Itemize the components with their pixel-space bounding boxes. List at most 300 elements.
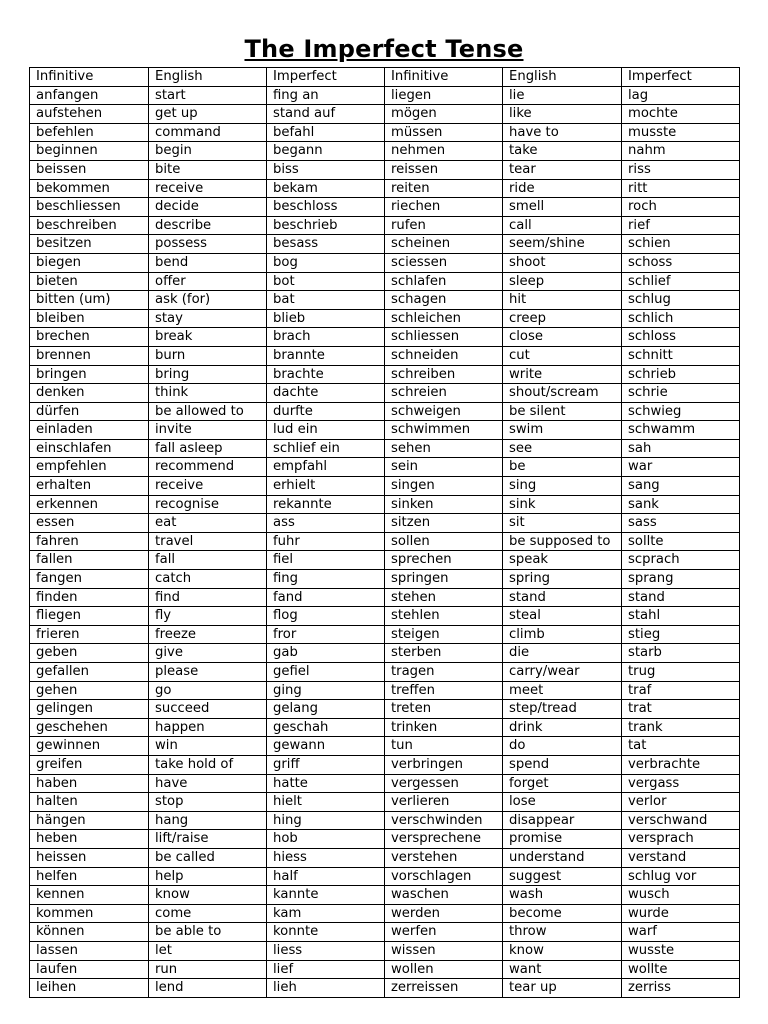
imperfect-cell: schlief bbox=[622, 272, 740, 291]
infinitive-cell: tragen bbox=[385, 663, 503, 682]
infinitive-cell: gewinnen bbox=[30, 737, 149, 756]
english-cell: win bbox=[149, 737, 267, 756]
infinitive-cell: empfehlen bbox=[30, 458, 149, 477]
infinitive-cell: brennen bbox=[30, 346, 149, 365]
english-cell: disappear bbox=[503, 811, 622, 830]
table-row bbox=[30, 198, 740, 217]
infinitive-cell: sein bbox=[385, 458, 503, 477]
english-cell: hang bbox=[149, 811, 267, 830]
infinitive-cell: leihen bbox=[30, 979, 149, 998]
english-cell: invite bbox=[149, 421, 267, 440]
table-row bbox=[30, 886, 740, 905]
table-row bbox=[30, 700, 740, 719]
infinitive-cell: gefallen bbox=[30, 663, 149, 682]
infinitive-cell: erhalten bbox=[30, 477, 149, 496]
english-cell: sleep bbox=[503, 272, 622, 291]
imperfect-cell: schien bbox=[622, 235, 740, 254]
header-infinitive: Infinitive bbox=[385, 68, 503, 87]
imperfect-cell: liess bbox=[267, 941, 385, 960]
imperfect-cell: warf bbox=[622, 923, 740, 942]
imperfect-cell: stand bbox=[622, 588, 740, 607]
imperfect-cell: ass bbox=[267, 514, 385, 533]
imperfect-cell: wusste bbox=[622, 941, 740, 960]
english-cell: run bbox=[149, 960, 267, 979]
imperfect-cell: bot bbox=[267, 272, 385, 291]
table-row bbox=[30, 86, 740, 105]
english-cell: fly bbox=[149, 607, 267, 626]
infinitive-cell: gelingen bbox=[30, 700, 149, 719]
imperfect-cell: beschloss bbox=[267, 198, 385, 217]
infinitive-cell: wollen bbox=[385, 960, 503, 979]
infinitive-cell: einschlafen bbox=[30, 439, 149, 458]
english-cell: be supposed to bbox=[503, 532, 622, 551]
english-cell: be called bbox=[149, 848, 267, 867]
english-cell: burn bbox=[149, 346, 267, 365]
infinitive-cell: treffen bbox=[385, 681, 503, 700]
imperfect-cell: schlief ein bbox=[267, 439, 385, 458]
english-cell: eat bbox=[149, 514, 267, 533]
infinitive-cell: werfen bbox=[385, 923, 503, 942]
infinitive-cell: können bbox=[30, 923, 149, 942]
table-row bbox=[30, 923, 740, 942]
infinitive-cell: haben bbox=[30, 774, 149, 793]
english-cell: fall asleep bbox=[149, 439, 267, 458]
infinitive-cell: reiten bbox=[385, 179, 503, 198]
imperfect-cell: lief bbox=[267, 960, 385, 979]
english-cell: receive bbox=[149, 477, 267, 496]
imperfect-cell: geschah bbox=[267, 718, 385, 737]
infinitive-cell: besitzen bbox=[30, 235, 149, 254]
imperfect-cell: wusch bbox=[622, 886, 740, 905]
english-cell: come bbox=[149, 904, 267, 923]
english-cell: describe bbox=[149, 216, 267, 235]
table-row bbox=[30, 160, 740, 179]
english-cell: tear bbox=[503, 160, 622, 179]
infinitive-cell: stehen bbox=[385, 588, 503, 607]
infinitive-cell: verbringen bbox=[385, 755, 503, 774]
infinitive-cell: bekommen bbox=[30, 179, 149, 198]
table-row bbox=[30, 588, 740, 607]
english-cell: close bbox=[503, 328, 622, 347]
english-cell: sing bbox=[503, 477, 622, 496]
table-row bbox=[30, 458, 740, 477]
infinitive-cell: fahren bbox=[30, 532, 149, 551]
english-cell: see bbox=[503, 439, 622, 458]
imperfect-cell: blieb bbox=[267, 309, 385, 328]
imperfect-cell: bat bbox=[267, 291, 385, 310]
imperfect-cell: scprach bbox=[622, 551, 740, 570]
table-row bbox=[30, 774, 740, 793]
english-cell: steal bbox=[503, 607, 622, 626]
imperfect-cell: versprach bbox=[622, 830, 740, 849]
english-cell: take hold of bbox=[149, 755, 267, 774]
imperfect-cell: lud ein bbox=[267, 421, 385, 440]
english-cell: promise bbox=[503, 830, 622, 849]
infinitive-cell: nehmen bbox=[385, 142, 503, 161]
infinitive-cell: vergessen bbox=[385, 774, 503, 793]
table-row bbox=[30, 142, 740, 161]
table-row bbox=[30, 663, 740, 682]
imperfect-cell: schnitt bbox=[622, 346, 740, 365]
infinitive-cell: verschwinden bbox=[385, 811, 503, 830]
english-cell: command bbox=[149, 123, 267, 142]
infinitive-cell: lassen bbox=[30, 941, 149, 960]
english-cell: stop bbox=[149, 793, 267, 812]
infinitive-cell: schneiden bbox=[385, 346, 503, 365]
imperfect-cell: befahl bbox=[267, 123, 385, 142]
table-row bbox=[30, 830, 740, 849]
english-cell: understand bbox=[503, 848, 622, 867]
english-cell: spend bbox=[503, 755, 622, 774]
english-cell: die bbox=[503, 644, 622, 663]
infinitive-cell: vorschlagen bbox=[385, 867, 503, 886]
imperfect-cell: riss bbox=[622, 160, 740, 179]
english-cell: possess bbox=[149, 235, 267, 254]
infinitive-cell: geben bbox=[30, 644, 149, 663]
infinitive-cell: waschen bbox=[385, 886, 503, 905]
imperfect-cell: brannte bbox=[267, 346, 385, 365]
imperfect-cell: hing bbox=[267, 811, 385, 830]
english-cell: travel bbox=[149, 532, 267, 551]
header-imperfect: Imperfect bbox=[622, 68, 740, 87]
english-cell: do bbox=[503, 737, 622, 756]
table-row bbox=[30, 960, 740, 979]
english-cell: happen bbox=[149, 718, 267, 737]
infinitive-cell: bleiben bbox=[30, 309, 149, 328]
infinitive-cell: liegen bbox=[385, 86, 503, 105]
imperfect-cell: verlor bbox=[622, 793, 740, 812]
imperfect-cell: traf bbox=[622, 681, 740, 700]
infinitive-cell: frieren bbox=[30, 625, 149, 644]
english-cell: speak bbox=[503, 551, 622, 570]
english-cell: let bbox=[149, 941, 267, 960]
english-cell: please bbox=[149, 663, 267, 682]
imperfect-cell: ging bbox=[267, 681, 385, 700]
imperfect-cell: schrieb bbox=[622, 365, 740, 384]
infinitive-cell: schliessen bbox=[385, 328, 503, 347]
imperfect-cell: besass bbox=[267, 235, 385, 254]
infinitive-cell: rufen bbox=[385, 216, 503, 235]
infinitive-cell: laufen bbox=[30, 960, 149, 979]
imperfect-cell: tat bbox=[622, 737, 740, 756]
imperfect-cell: bog bbox=[267, 253, 385, 272]
imperfect-cell: sang bbox=[622, 477, 740, 496]
imperfect-cell: empfahl bbox=[267, 458, 385, 477]
imperfect-cell: begann bbox=[267, 142, 385, 161]
english-cell: bend bbox=[149, 253, 267, 272]
infinitive-cell: beschliessen bbox=[30, 198, 149, 217]
infinitive-cell: sterben bbox=[385, 644, 503, 663]
table-row bbox=[30, 272, 740, 291]
table-row bbox=[30, 179, 740, 198]
imperfect-cell: schwieg bbox=[622, 402, 740, 421]
imperfect-cell: sass bbox=[622, 514, 740, 533]
english-cell: creep bbox=[503, 309, 622, 328]
imperfect-cell: wurde bbox=[622, 904, 740, 923]
imperfect-cell: nahm bbox=[622, 142, 740, 161]
table-row bbox=[30, 625, 740, 644]
infinitive-cell: bringen bbox=[30, 365, 149, 384]
infinitive-cell: beginnen bbox=[30, 142, 149, 161]
imperfect-cell: konnte bbox=[267, 923, 385, 942]
english-cell: climb bbox=[503, 625, 622, 644]
imperfect-cell: hiess bbox=[267, 848, 385, 867]
imperfect-cell: fing an bbox=[267, 86, 385, 105]
imperfect-cell: zerriss bbox=[622, 979, 740, 998]
imperfect-cell: war bbox=[622, 458, 740, 477]
table-row bbox=[30, 365, 740, 384]
english-cell: know bbox=[503, 941, 622, 960]
english-cell: shout/scream bbox=[503, 384, 622, 403]
imperfect-cell: fand bbox=[267, 588, 385, 607]
infinitive-cell: erkennen bbox=[30, 495, 149, 514]
imperfect-cell: rekannte bbox=[267, 495, 385, 514]
infinitive-cell: zerreissen bbox=[385, 979, 503, 998]
imperfect-cell: schwamm bbox=[622, 421, 740, 440]
english-cell: begin bbox=[149, 142, 267, 161]
infinitive-cell: biegen bbox=[30, 253, 149, 272]
english-cell: freeze bbox=[149, 625, 267, 644]
infinitive-cell: heben bbox=[30, 830, 149, 849]
table-row bbox=[30, 532, 740, 551]
table-body bbox=[30, 86, 740, 997]
table-row bbox=[30, 941, 740, 960]
infinitive-cell: springen bbox=[385, 570, 503, 589]
imperfect-cell: trank bbox=[622, 718, 740, 737]
imperfect-cell: musste bbox=[622, 123, 740, 142]
infinitive-cell: scheinen bbox=[385, 235, 503, 254]
imperfect-cell: fuhr bbox=[267, 532, 385, 551]
infinitive-cell: steigen bbox=[385, 625, 503, 644]
infinitive-cell: essen bbox=[30, 514, 149, 533]
table-row bbox=[30, 979, 740, 998]
infinitive-cell: aufstehen bbox=[30, 105, 149, 124]
table-row bbox=[30, 291, 740, 310]
infinitive-cell: sciessen bbox=[385, 253, 503, 272]
english-cell: be able to bbox=[149, 923, 267, 942]
imperfect-cell: verschwand bbox=[622, 811, 740, 830]
english-cell: hit bbox=[503, 291, 622, 310]
infinitive-cell: sehen bbox=[385, 439, 503, 458]
english-cell: wash bbox=[503, 886, 622, 905]
imperfect-cell: schoss bbox=[622, 253, 740, 272]
english-cell: smell bbox=[503, 198, 622, 217]
imperfect-cell: starb bbox=[622, 644, 740, 663]
english-cell: sit bbox=[503, 514, 622, 533]
english-cell: be allowed to bbox=[149, 402, 267, 421]
infinitive-cell: stehlen bbox=[385, 607, 503, 626]
imperfect-cell: schlich bbox=[622, 309, 740, 328]
english-cell: shoot bbox=[503, 253, 622, 272]
imperfect-cell: sprang bbox=[622, 570, 740, 589]
english-cell: sink bbox=[503, 495, 622, 514]
imperfect-cell: stieg bbox=[622, 625, 740, 644]
table-row bbox=[30, 551, 740, 570]
infinitive-cell: einladen bbox=[30, 421, 149, 440]
infinitive-cell: beschreiben bbox=[30, 216, 149, 235]
imperfect-cell: schlug vor bbox=[622, 867, 740, 886]
infinitive-cell: werden bbox=[385, 904, 503, 923]
english-cell: tear up bbox=[503, 979, 622, 998]
infinitive-cell: singen bbox=[385, 477, 503, 496]
imperfect-cell: wollte bbox=[622, 960, 740, 979]
imperfect-cell: fiel bbox=[267, 551, 385, 570]
imperfect-cell: gab bbox=[267, 644, 385, 663]
imperfect-cell: hielt bbox=[267, 793, 385, 812]
imperfect-cell: lag bbox=[622, 86, 740, 105]
header-imperfect: Imperfect bbox=[267, 68, 385, 87]
infinitive-cell: heissen bbox=[30, 848, 149, 867]
table-row bbox=[30, 477, 740, 496]
imperfect-cell: schloss bbox=[622, 328, 740, 347]
infinitive-cell: gehen bbox=[30, 681, 149, 700]
imperfect-cell: hatte bbox=[267, 774, 385, 793]
table-row bbox=[30, 867, 740, 886]
imperfect-cell: kannte bbox=[267, 886, 385, 905]
table-row bbox=[30, 328, 740, 347]
english-cell: lie bbox=[503, 86, 622, 105]
english-cell: ask (for) bbox=[149, 291, 267, 310]
imperfect-cell: durfte bbox=[267, 402, 385, 421]
english-cell: know bbox=[149, 886, 267, 905]
english-cell: be silent bbox=[503, 402, 622, 421]
english-cell: lift/raise bbox=[149, 830, 267, 849]
imperfect-cell: fing bbox=[267, 570, 385, 589]
infinitive-cell: denken bbox=[30, 384, 149, 403]
infinitive-cell: sinken bbox=[385, 495, 503, 514]
english-cell: be bbox=[503, 458, 622, 477]
imperfect-cell: stand auf bbox=[267, 105, 385, 124]
table-row bbox=[30, 309, 740, 328]
english-cell: step/tread bbox=[503, 700, 622, 719]
imperfect-cell: biss bbox=[267, 160, 385, 179]
infinitive-cell: befehlen bbox=[30, 123, 149, 142]
header-english: English bbox=[149, 68, 267, 87]
table-row bbox=[30, 607, 740, 626]
english-cell: write bbox=[503, 365, 622, 384]
table-row bbox=[30, 718, 740, 737]
imperfect-cell: hob bbox=[267, 830, 385, 849]
table-row bbox=[30, 848, 740, 867]
infinitive-cell: müssen bbox=[385, 123, 503, 142]
english-cell: want bbox=[503, 960, 622, 979]
table-row bbox=[30, 384, 740, 403]
english-cell: decide bbox=[149, 198, 267, 217]
header-infinitive: Infinitive bbox=[30, 68, 149, 87]
imperfect-cell: verbrachte bbox=[622, 755, 740, 774]
imperfect-cell: verstand bbox=[622, 848, 740, 867]
imperfect-cell: beschrieb bbox=[267, 216, 385, 235]
infinitive-cell: kommen bbox=[30, 904, 149, 923]
table-row bbox=[30, 402, 740, 421]
infinitive-cell: beissen bbox=[30, 160, 149, 179]
table-row bbox=[30, 439, 740, 458]
english-cell: recognise bbox=[149, 495, 267, 514]
english-cell: start bbox=[149, 86, 267, 105]
english-cell: bite bbox=[149, 160, 267, 179]
page-title: The Imperfect Tense bbox=[244, 35, 524, 63]
english-cell: break bbox=[149, 328, 267, 347]
infinitive-cell: tun bbox=[385, 737, 503, 756]
english-cell: cut bbox=[503, 346, 622, 365]
english-cell: become bbox=[503, 904, 622, 923]
infinitive-cell: dürfen bbox=[30, 402, 149, 421]
english-cell: lend bbox=[149, 979, 267, 998]
imperfect-cell: half bbox=[267, 867, 385, 886]
english-cell: like bbox=[503, 105, 622, 124]
imperfect-cell: gewann bbox=[267, 737, 385, 756]
infinitive-cell: kennen bbox=[30, 886, 149, 905]
infinitive-cell: sollen bbox=[385, 532, 503, 551]
english-cell: forget bbox=[503, 774, 622, 793]
table-row bbox=[30, 644, 740, 663]
english-cell: call bbox=[503, 216, 622, 235]
infinitive-cell: mögen bbox=[385, 105, 503, 124]
english-cell: give bbox=[149, 644, 267, 663]
imperfect-cell: gefiel bbox=[267, 663, 385, 682]
infinitive-cell: schweigen bbox=[385, 402, 503, 421]
table-row bbox=[30, 755, 740, 774]
infinitive-cell: fliegen bbox=[30, 607, 149, 626]
imperfect-cell: lieh bbox=[267, 979, 385, 998]
infinitive-cell: fangen bbox=[30, 570, 149, 589]
infinitive-cell: schwimmen bbox=[385, 421, 503, 440]
imperfect-cell: mochte bbox=[622, 105, 740, 124]
table-row bbox=[30, 737, 740, 756]
english-cell: get up bbox=[149, 105, 267, 124]
infinitive-cell: finden bbox=[30, 588, 149, 607]
english-cell: drink bbox=[503, 718, 622, 737]
imperfect-cell: flog bbox=[267, 607, 385, 626]
infinitive-cell: schleichen bbox=[385, 309, 503, 328]
imperfect-cell: erhielt bbox=[267, 477, 385, 496]
infinitive-cell: reissen bbox=[385, 160, 503, 179]
imperfect-cell: roch bbox=[622, 198, 740, 217]
table-row bbox=[30, 904, 740, 923]
infinitive-cell: schreiben bbox=[385, 365, 503, 384]
imperfect-cell: trug bbox=[622, 663, 740, 682]
infinitive-cell: hängen bbox=[30, 811, 149, 830]
english-cell: stay bbox=[149, 309, 267, 328]
infinitive-cell: wissen bbox=[385, 941, 503, 960]
imperfect-cell: stahl bbox=[622, 607, 740, 626]
english-cell: succeed bbox=[149, 700, 267, 719]
infinitive-cell: fallen bbox=[30, 551, 149, 570]
infinitive-cell: geschehen bbox=[30, 718, 149, 737]
table-row bbox=[30, 811, 740, 830]
infinitive-cell: halten bbox=[30, 793, 149, 812]
infinitive-cell: greifen bbox=[30, 755, 149, 774]
english-cell: recommend bbox=[149, 458, 267, 477]
english-cell: bring bbox=[149, 365, 267, 384]
english-cell: have to bbox=[503, 123, 622, 142]
imperfect-cell: sah bbox=[622, 439, 740, 458]
english-cell: spring bbox=[503, 570, 622, 589]
infinitive-cell: trinken bbox=[385, 718, 503, 737]
table-row bbox=[30, 495, 740, 514]
verb-table-container bbox=[29, 67, 739, 998]
english-cell: think bbox=[149, 384, 267, 403]
table-row bbox=[30, 253, 740, 272]
english-cell: suggest bbox=[503, 867, 622, 886]
english-cell: offer bbox=[149, 272, 267, 291]
table-row bbox=[30, 105, 740, 124]
imperfect-cell: dachte bbox=[267, 384, 385, 403]
imperfect-cell: fror bbox=[267, 625, 385, 644]
imperfect-cell: bekam bbox=[267, 179, 385, 198]
table-row bbox=[30, 681, 740, 700]
english-cell: help bbox=[149, 867, 267, 886]
